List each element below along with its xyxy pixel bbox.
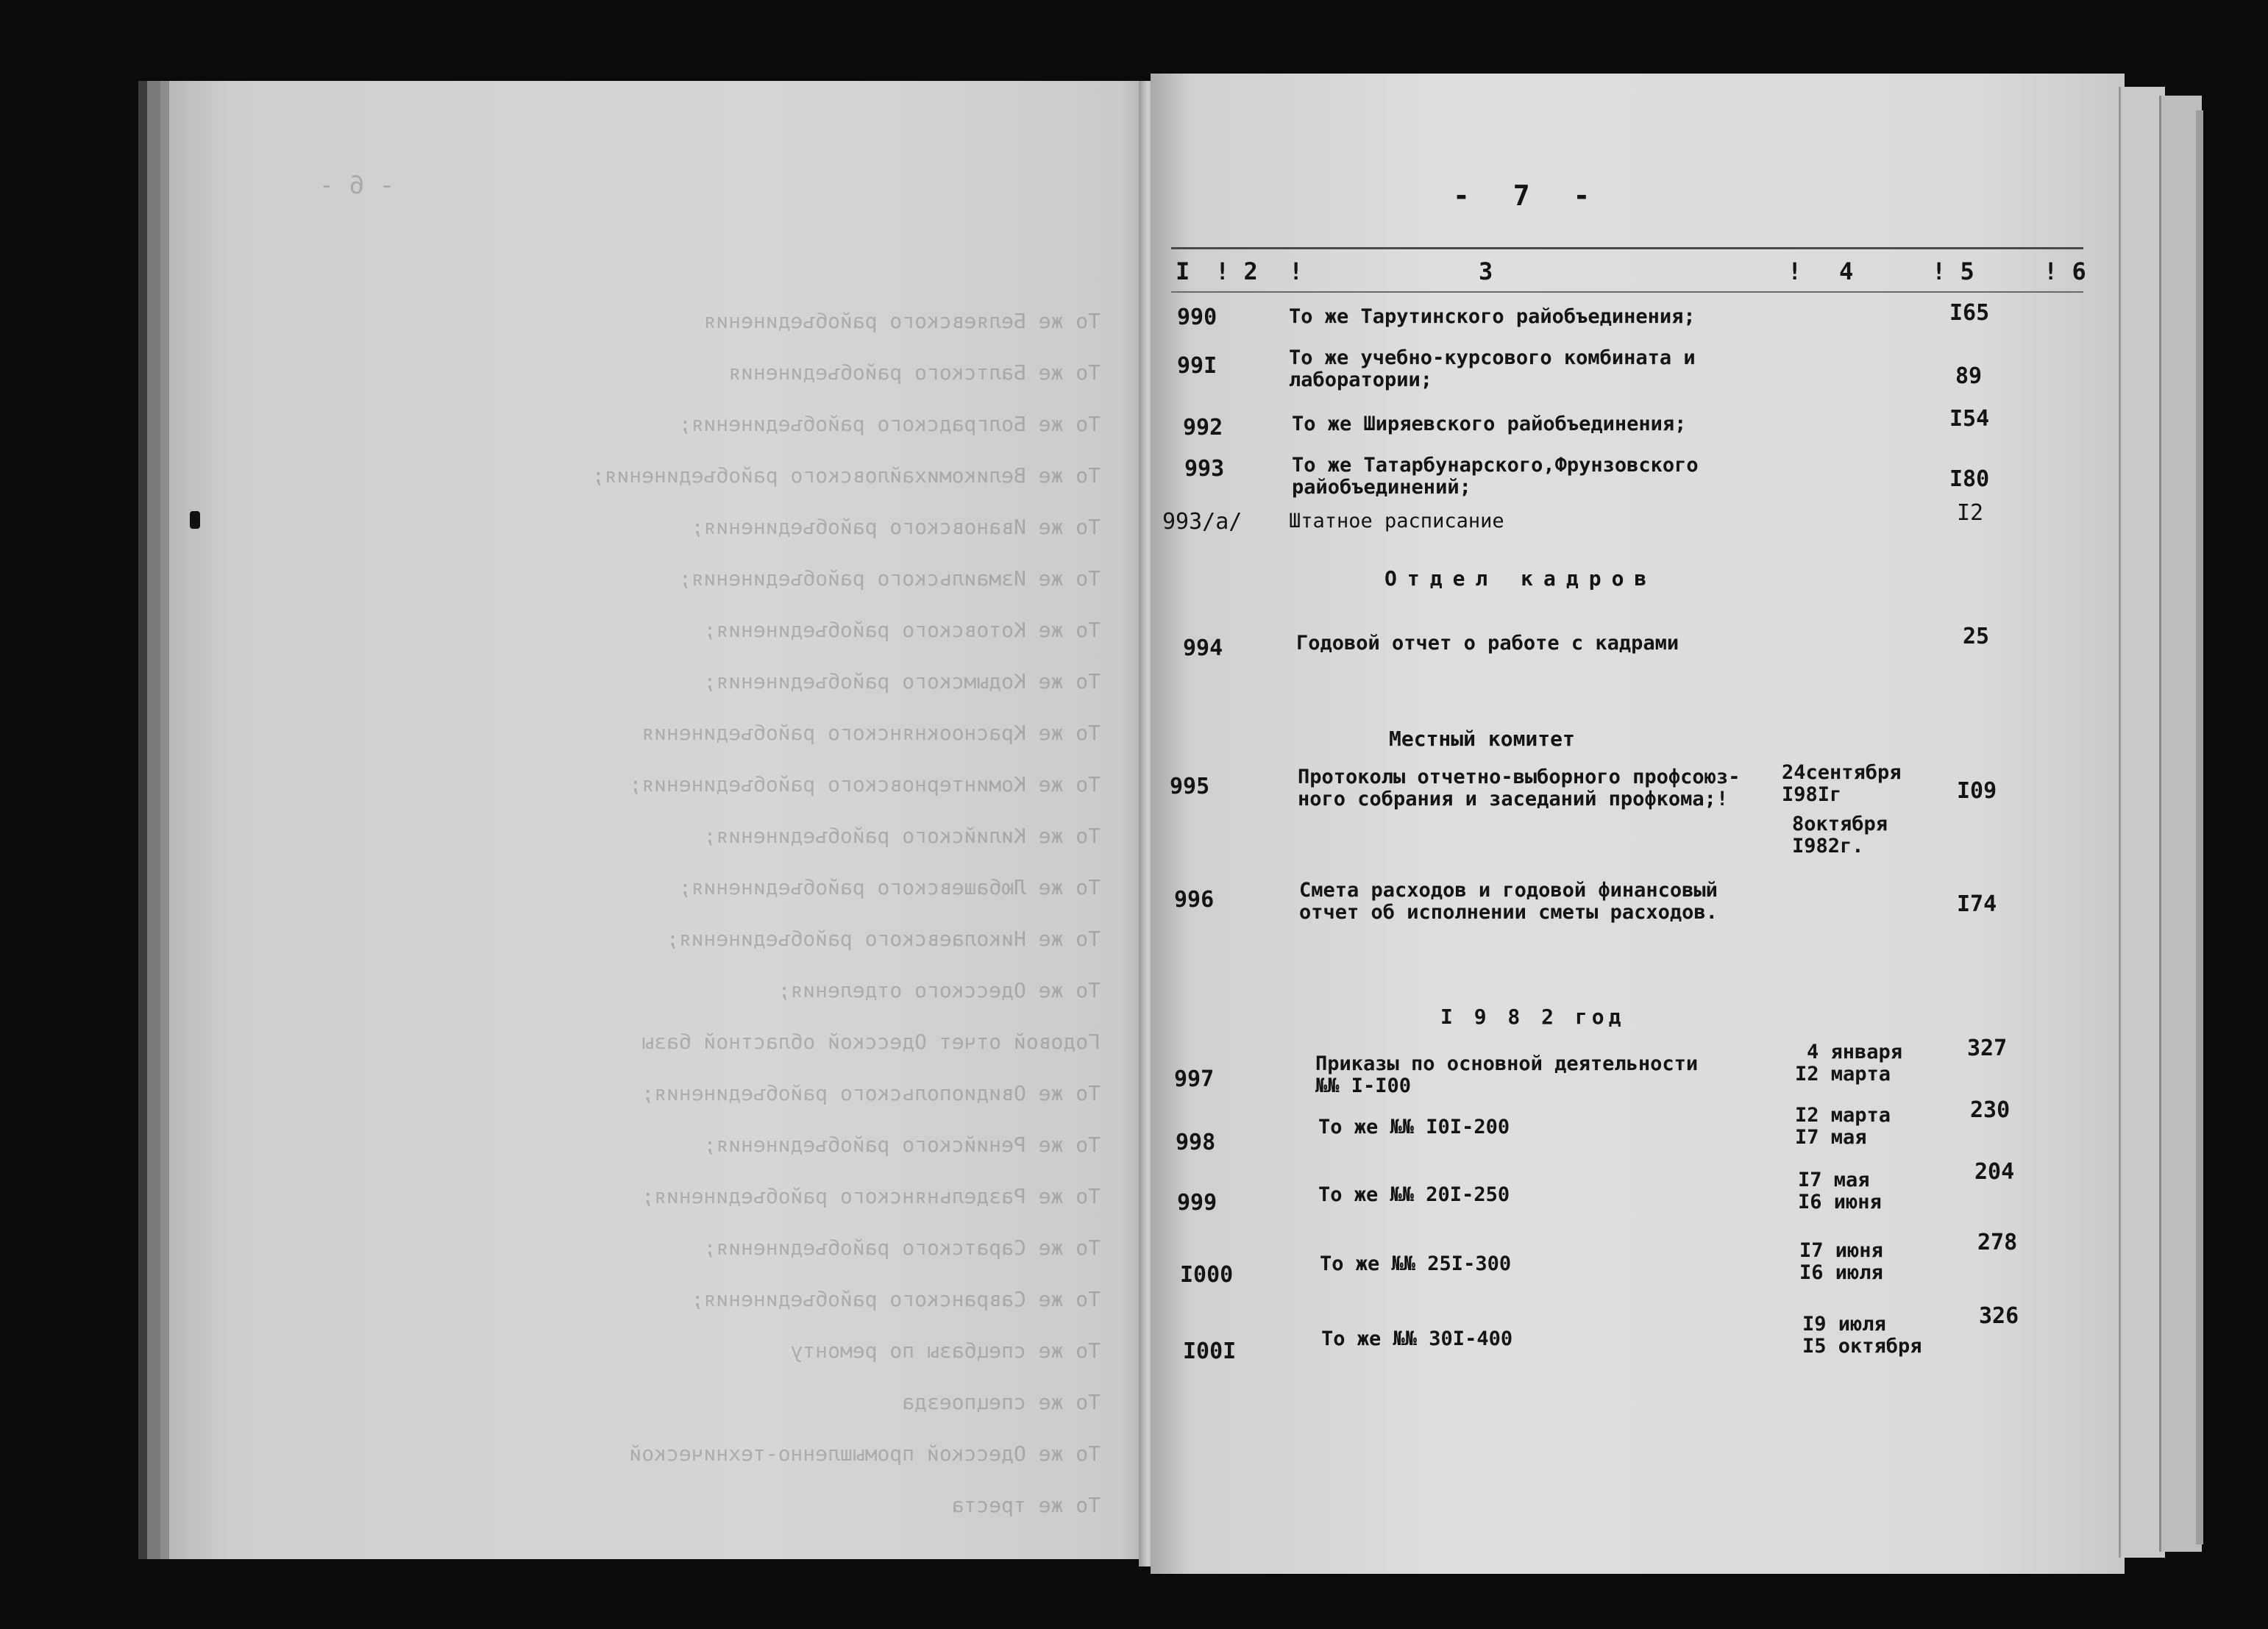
entry-number: 996 [1174,887,1215,913]
entry-title: Смета расходов и годовой финансовый [1299,879,1718,902]
entry-title: Годовой отчет о работе с кадрами [1296,632,1679,655]
entry-sheets: 278 [1977,1230,2018,1255]
entry-number: 994 [1183,635,1223,661]
entry-number: 99I [1177,353,1217,379]
entry-number: 999 [1177,1190,1217,1216]
page-edges [2196,110,2203,1544]
ghost-line: То же Болградского райобъединения; [678,412,1101,436]
entry-number: I00I [1183,1339,1237,1364]
ghost-line: То же Красноокнянского райобъединения [641,721,1101,745]
entry-number: 993/а/ [1162,509,1243,535]
page-number: - 7 - [1453,179,1604,212]
entry-sheets: 25 [1963,624,1990,649]
ghost-line: То же Одесского отделения; [778,978,1101,1002]
entry-title: отчет об исполнении сметы расходов. [1299,901,1718,924]
entry-title: То же Татарбунарского,Фрунзовского [1292,454,1699,477]
entry-sheets: I2 [1957,500,1984,526]
column-header: ! 6 [2044,257,2086,285]
column-header: 3 [1479,257,1493,285]
entry-date: I9 июля [1802,1313,1886,1336]
entry-sheets: I09 [1957,778,1997,804]
entry-date: I6 июля [1799,1261,1883,1284]
ghost-line: То же Ренийского райобъединения; [703,1133,1101,1157]
entry-date: 4 января [1807,1041,1903,1063]
left-page-bleed-through [169,81,1159,1559]
entry-sheets: 204 [1974,1159,2015,1185]
entry-date: 24сентября [1782,761,1902,784]
entry-sheets: 327 [1967,1035,2008,1061]
ghost-line: То же спецпоезда [902,1390,1101,1414]
column-header: I [1176,257,1190,285]
ghost-page-number: - 6 - [319,171,394,200]
entry-date: I7 мая [1798,1169,1870,1191]
ghost-line: То же Балтского райобъединения [728,360,1101,385]
entry-sheets: I74 [1957,891,1997,917]
ghost-line: То же Овидиопольского райобъединения; [641,1081,1101,1105]
entry-title: То же №№ 25I-300 [1320,1252,1512,1275]
entry-title: То же №№ 30I-400 [1321,1327,1513,1350]
ghost-line: То же Николаевского райобъединения; [666,927,1101,951]
entry-sheets: 230 [1970,1097,2011,1123]
ghost-line: То же треста [951,1493,1101,1517]
entry-title: ного собрания и заседаний профкома;! [1298,788,1729,810]
ghost-line: То же Котовского райобъединения; [703,618,1101,642]
ghost-line: То же Кодымского райобъединения; [703,669,1101,694]
page-edges [2119,87,2165,1558]
ghost-line: То же Любашевского райобъединения; [678,875,1101,899]
ghost-line: То же Великомихайловского райобъединения; [591,463,1101,488]
entry-number: 998 [1176,1130,1216,1155]
ghost-line: То же Одесской промышленно-технической [629,1441,1101,1466]
entry-sheets: I54 [1949,406,1990,432]
table-header-rule [1171,291,2083,293]
ghost-line: То же Раздельнянского райобъединения; [641,1184,1101,1208]
entry-date: 8октября [1792,813,1888,835]
section-heading: Местный комитет [1389,727,1575,751]
entry-title: Штатное расписание [1289,510,1504,532]
ghost-line: Годовой отчет Одесской областной базы [641,1030,1101,1054]
entry-date: I98Iг [1782,783,1842,806]
entry-date: I2 марта [1795,1063,1891,1086]
entry-number: 992 [1183,415,1223,441]
ghost-line: То же Коминтерновского райобъединения; [629,772,1101,796]
column-header: ! 5 [1932,257,1974,285]
table-top-rule [1171,247,2083,249]
ghost-line: То же Килийского райобъединения; [703,824,1101,848]
entry-title: №№ I-I00 [1315,1074,1412,1097]
entry-date: I5 октября [1802,1335,1922,1358]
ghost-line: То же Беляевского райобъединения [703,309,1101,333]
column-header: ! [1788,257,1802,285]
entry-number: I000 [1180,1262,1234,1288]
entry-sheets: 89 [1955,363,1983,389]
column-header: ! 2 [1215,257,1258,285]
left-page [160,81,1159,1559]
entry-title: лаборатории; [1289,368,1433,391]
entry-title: То же №№ I0I-200 [1318,1116,1510,1138]
section-heading: Отдел кадров [1384,566,1657,591]
entry-title: Протоколы отчетно-выборного профсоюз- [1298,766,1741,788]
entry-title: То же №№ 20I-250 [1318,1183,1510,1206]
ghost-line: То же Измаильского райобъединения; [678,566,1101,591]
right-page [1151,74,2125,1574]
entry-sheets: I65 [1949,300,1990,326]
ghost-line: То же Савранского райобъединения; [691,1287,1101,1311]
entry-date: I2 марта [1795,1104,1891,1127]
ghost-line: То же спецбазы по ремонту [790,1339,1101,1363]
entry-number: 995 [1170,774,1210,799]
entry-number: 993 [1184,456,1225,482]
entry-title: То же Ширяевского райобъединения; [1292,413,1687,435]
entry-date: I7 июня [1799,1239,1883,1262]
entry-number: 990 [1177,304,1217,330]
entry-date: I7 мая [1795,1126,1867,1149]
entry-number: 997 [1174,1066,1215,1092]
entry-title: Приказы по основной деятельности [1315,1052,1699,1075]
entry-date: I982г. [1792,835,1864,858]
section-heading: I 9 8 2 год [1440,1005,1626,1029]
entry-title: райобъединений; [1292,476,1471,499]
ghost-line: То же Саратского райобъединения; [703,1236,1101,1260]
column-header: ! [1289,257,1304,285]
entry-date: I6 июня [1798,1191,1882,1213]
entry-sheets: I80 [1949,466,1990,492]
entry-title: То же учебно-курсового комбината и [1289,346,1696,369]
ghost-line: То же Ивановского райобъединения; [691,515,1101,539]
column-header: 4 [1839,257,1854,285]
entry-sheets: 326 [1979,1303,2019,1329]
entry-title: То же Тарутинского райобъединения; [1289,305,1696,328]
